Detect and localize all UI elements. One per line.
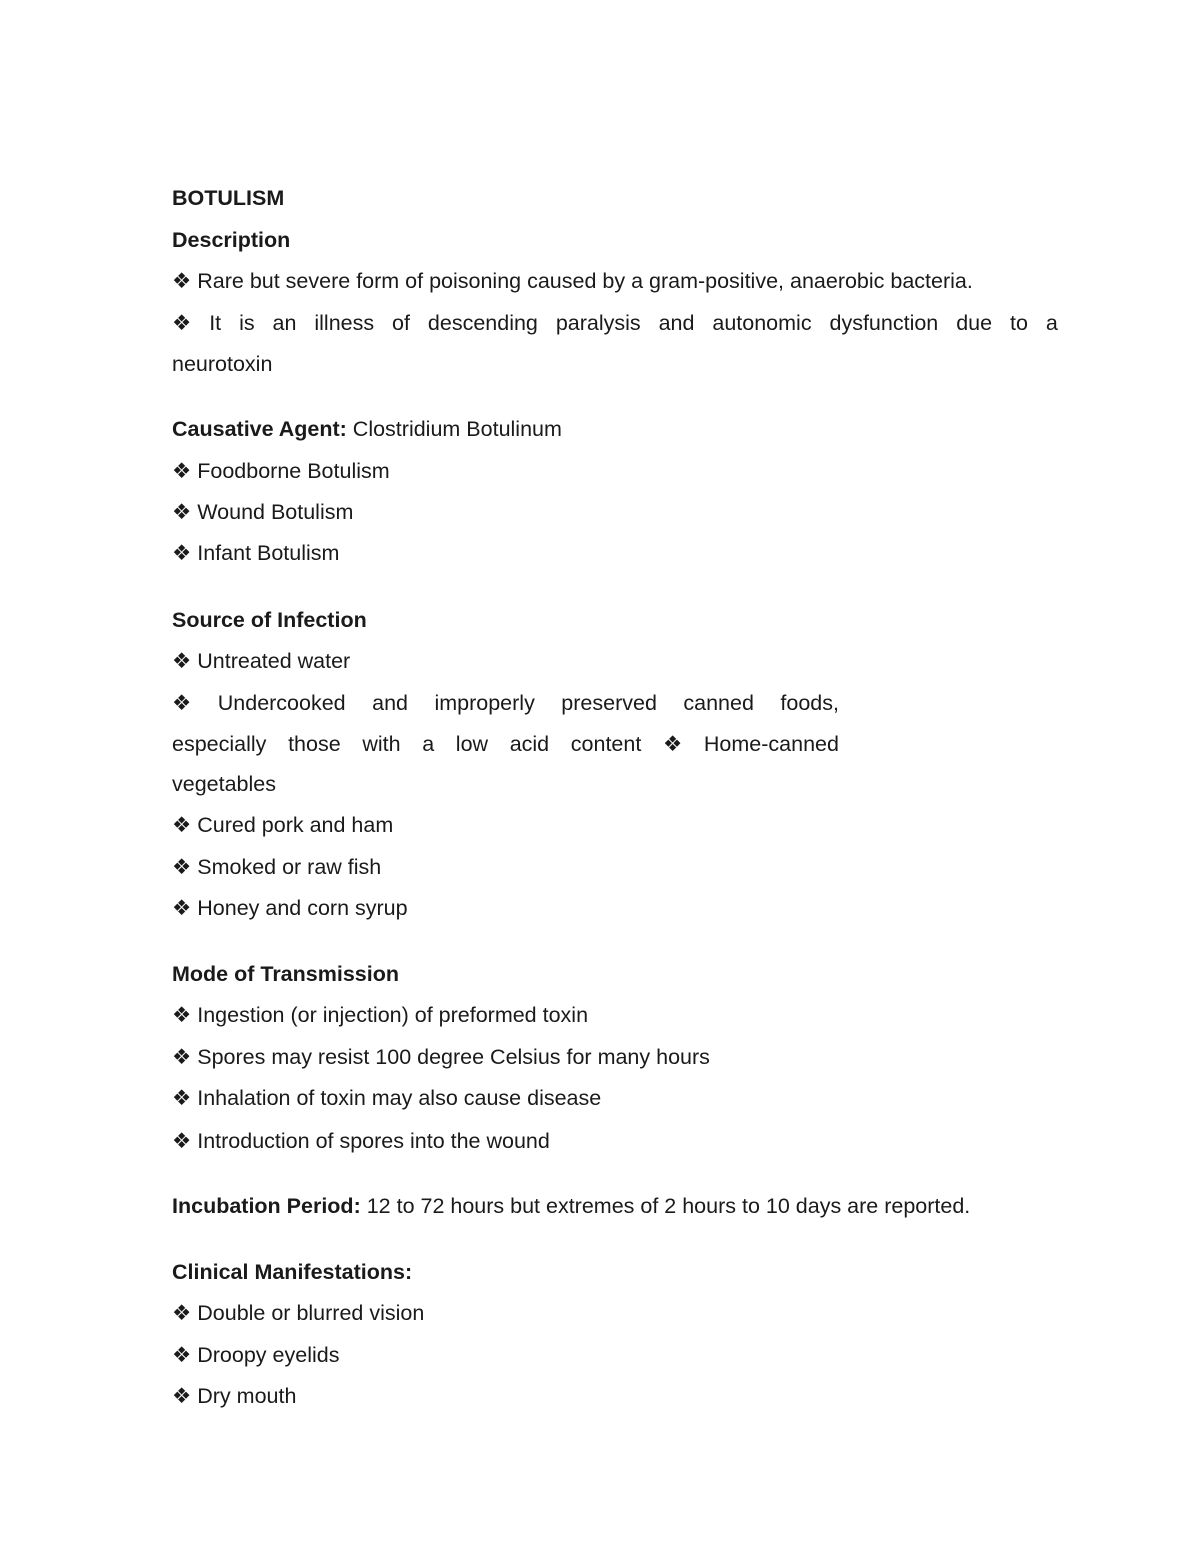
causative-agent-value: Clostridium Botulinum bbox=[346, 417, 562, 441]
incubation-value: 12 to 72 hours but extremes of 2 hours to 10 days are reported. bbox=[360, 1194, 971, 1218]
causative-item: ❖ Wound Botulism bbox=[172, 500, 354, 524]
source-item: ❖ Smoked or raw fish bbox=[172, 855, 382, 879]
word: canned bbox=[683, 691, 754, 715]
word: is bbox=[239, 311, 255, 335]
source-item: ❖ Honey and corn syrup bbox=[172, 896, 408, 920]
word: foods, bbox=[780, 691, 839, 715]
description-bullet-2-line bbox=[172, 313, 1058, 335]
causative-item: ❖ Foodborne Botulism bbox=[172, 459, 390, 483]
word: Home-canned bbox=[703, 732, 839, 756]
word: those bbox=[288, 732, 341, 756]
word: a bbox=[422, 732, 435, 756]
word: to bbox=[1009, 311, 1028, 335]
word: preserved bbox=[561, 691, 657, 715]
word: ❖ bbox=[662, 732, 683, 756]
description-heading: Description bbox=[172, 228, 291, 252]
word: Undercooked bbox=[217, 691, 346, 715]
source-item: ❖ Untreated water bbox=[172, 649, 351, 673]
source-heading: Source of Infection bbox=[172, 608, 367, 632]
word: ❖ bbox=[172, 691, 192, 715]
causative-agent-line bbox=[172, 419, 562, 441]
word: and bbox=[658, 311, 695, 335]
word: with bbox=[362, 732, 401, 756]
word: and bbox=[372, 691, 408, 715]
word: of bbox=[392, 311, 410, 335]
clinical-heading: Clinical Manifestations: bbox=[172, 1260, 413, 1284]
document-title: BOTULISM bbox=[172, 186, 285, 210]
word: improperly bbox=[434, 691, 535, 715]
clinical-item: ❖ Dry mouth bbox=[172, 1384, 297, 1408]
word: autonomic bbox=[712, 311, 812, 335]
description-bullet-1: ❖ Rare but severe form of poisoning caused by a gram-positive, anaerobic bacteria. bbox=[172, 269, 973, 293]
transmission-item: ❖ Spores may resist 100 degree Celsius for many hours bbox=[172, 1045, 710, 1069]
incubation-label: Incubation Period: bbox=[172, 1194, 361, 1218]
source-item-canned-line-3: vegetables bbox=[172, 772, 276, 796]
transmission-item: ❖ Inhalation of toxin may also cause disease bbox=[172, 1086, 602, 1110]
transmission-heading: Mode of Transmission bbox=[172, 962, 399, 986]
transmission-item: ❖ Ingestion (or injection) of preformed toxin bbox=[172, 1003, 589, 1027]
word: dysfunction bbox=[829, 311, 939, 335]
source-item-canned-line-1 bbox=[172, 693, 839, 715]
word: an bbox=[272, 311, 297, 335]
word: ❖ bbox=[172, 311, 192, 335]
word: descending bbox=[427, 311, 538, 335]
word: acid bbox=[509, 732, 550, 756]
word: low bbox=[455, 732, 489, 756]
word: content bbox=[570, 732, 642, 756]
clinical-item: ❖ Droopy eyelids bbox=[172, 1343, 340, 1367]
word: paralysis bbox=[555, 311, 641, 335]
transmission-item: ❖ Introduction of spores into the wound bbox=[172, 1129, 550, 1153]
source-item: ❖ Cured pork and ham bbox=[172, 813, 394, 837]
word: especially bbox=[172, 732, 267, 756]
word: It bbox=[209, 311, 222, 335]
causative-agent-label: Causative Agent: bbox=[172, 417, 347, 441]
word: a bbox=[1045, 311, 1058, 335]
word: illness bbox=[314, 311, 375, 335]
incubation-line bbox=[172, 1196, 970, 1218]
description-bullet-2-end: neurotoxin bbox=[172, 352, 273, 376]
clinical-item: ❖ Double or blurred vision bbox=[172, 1301, 425, 1325]
source-item-canned-line-2 bbox=[172, 734, 839, 756]
causative-item: ❖ Infant Botulism bbox=[172, 541, 340, 565]
word: due bbox=[956, 311, 993, 335]
